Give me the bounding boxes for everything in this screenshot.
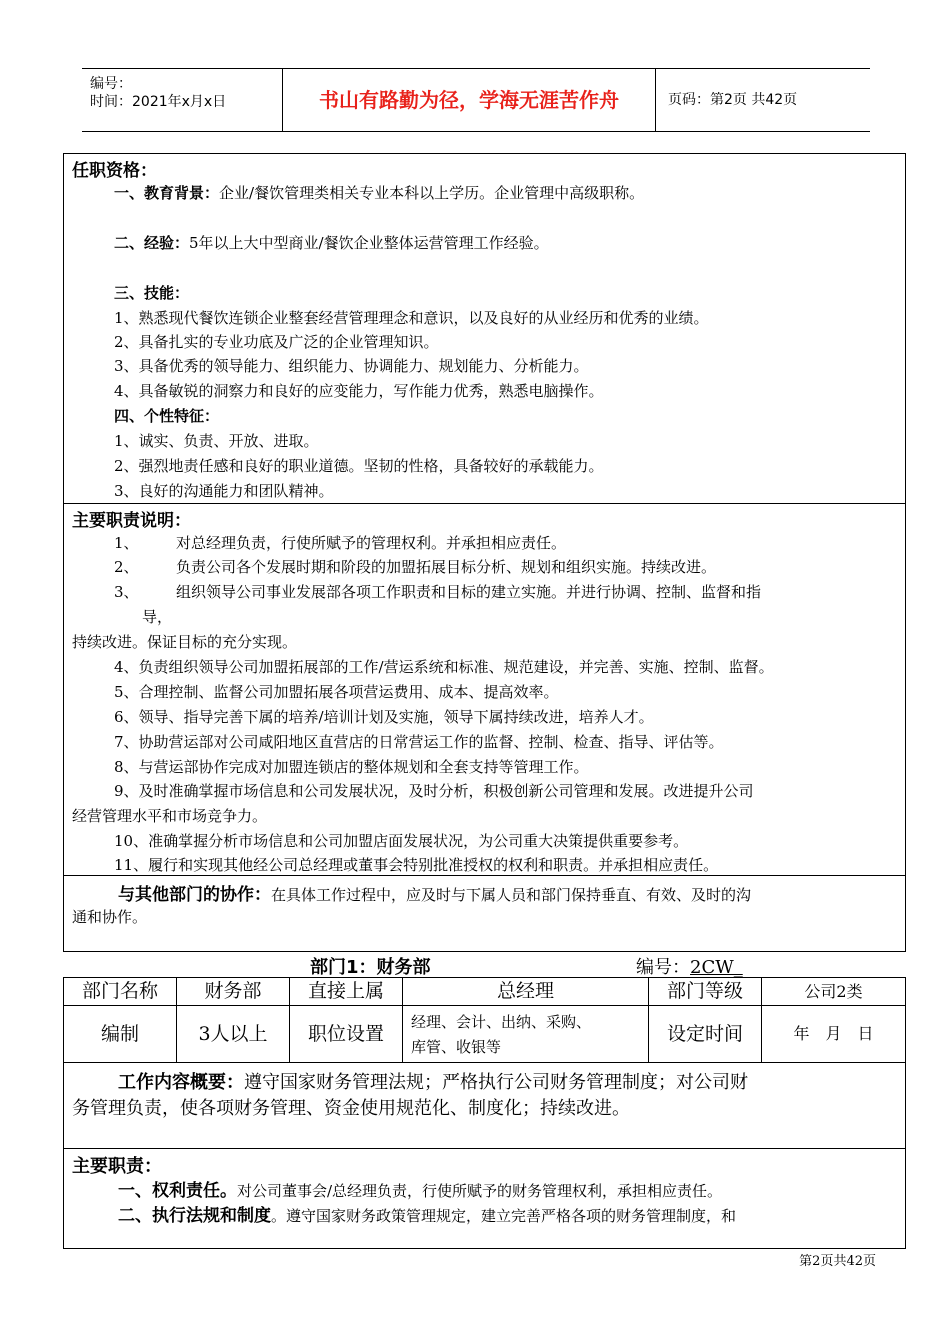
- duties-title: 主要职责说明：: [72, 511, 191, 531]
- duty-item: 组织领导公司事业发展部各项工作职责和目标的建立实施。并进行协调、控制、监督和指: [176, 583, 762, 601]
- summary-line-continued: 务管理负责，使各项财务管理、资金使用规范化、制度化；持续改进。: [72, 1098, 630, 1119]
- summary-line: 工作内容概要：遵守国家财务管理法规；严格执行公司财务管理制度；对公司财: [118, 1072, 748, 1093]
- number-label: 编号：: [90, 76, 132, 92]
- header-motto: 书山有路勤为径，学海无涯苦作舟: [282, 69, 656, 131]
- page-footer: 第2页共42页: [799, 1254, 876, 1269]
- divider: [63, 153, 906, 154]
- skill-item: 2、具备扎实的专业功底及广泛的企业管理知识。: [114, 333, 439, 351]
- dept-info-table: [63, 977, 906, 1063]
- header-meta: [82, 69, 282, 131]
- table-cell: 总经理: [403, 978, 649, 1005]
- experience-line: 二、经验：5年以上大中型商业/餐饮企业整体运营管理工作经验。: [114, 234, 549, 252]
- education-line: 一、教育背景：企业/餐饮管理类相关专业本科以上学历。企业管理中高级职称。: [114, 184, 645, 202]
- duty-item-wrap: 导，: [142, 608, 173, 626]
- duty-item: 11、履行和实现其他经公司总经理或董事会特别批准授权的权利和职责。并承担相应责任。: [114, 856, 719, 874]
- table-cell: 3人以上: [177, 1006, 290, 1062]
- duty-item: 6、领导、指导完善下属的培养/培训计划及实施，领导下属持续改进，培养人才。: [114, 708, 654, 726]
- table-cell: 职位设置: [290, 1006, 403, 1062]
- table-cell: 设定时间: [649, 1006, 762, 1062]
- personality-item: 1、诚实、负责、开放、进取。: [114, 432, 319, 450]
- duty-number: 1、: [114, 534, 139, 552]
- table-cell: 部门名称: [64, 978, 177, 1005]
- personality-item: 3、良好的沟通能力和团队精神。: [114, 482, 334, 500]
- skill-item: 1、熟悉现代餐饮连锁企业整套经营管理理念和意识，以及良好的从业经历和优秀的业绩。: [114, 309, 709, 327]
- dept-title: 部门1：财务部: [310, 957, 431, 978]
- table-cell: 编制: [64, 1006, 177, 1062]
- duty-item: 4、负责组织领导公司加盟拓展部的工作/营运系统和标准、规范建设，并完善、实施、控制、监督。: [114, 658, 774, 676]
- cooperation-line: 与其他部门的协作：在具体工作过程中，应及时与下属人员和部门保持垂直、有效、及时的沟: [118, 885, 752, 905]
- time-label: 时间：2021年x月x日: [90, 94, 227, 110]
- header-page-number: 页码：第2页 共42页: [668, 92, 798, 108]
- duty-item: 8、与营运部协作完成对加盟连锁店的整体规划和全套支持等管理工作。: [114, 758, 589, 776]
- duty-item: 10、准确掌握分析市场信息和公司加盟店面发展状况，为公司重大决策提供重要参考。: [114, 832, 689, 850]
- duty-item: 对总经理负责，行使所赋予的管理权利。并承担相应责任。: [176, 534, 567, 552]
- table-cell: 部门等级: [649, 978, 762, 1005]
- table-cell: 经理、会计、出纳、采购、 库管、收银等: [403, 1006, 649, 1062]
- duty-item-continued: 经营管理水平和市场竞争力。: [72, 807, 268, 825]
- skill-item: 3、具备优秀的领导能力、组织能力、协调能力、规划能力、分析能力。: [114, 357, 589, 375]
- main-duty-item: 二、执行法规和制度。遵守国家财务政策管理规定，建立完善严格各项的财务管理制度，和: [118, 1206, 737, 1226]
- page-header: [82, 68, 870, 132]
- duty-item: 5、合理控制、监督公司加盟拓展各项营运费用、成本、提高效率。: [114, 683, 559, 701]
- personality-heading: 四、个性特征：: [114, 407, 220, 425]
- duty-item: 7、协助营运部对公司咸阳地区直营店的日常营运工作的监督、控制、检查、指导、评估等。: [114, 733, 724, 751]
- divider: [63, 951, 906, 952]
- divider: [63, 1248, 906, 1249]
- qualification-title: 任职资格：: [72, 161, 157, 181]
- main-duty-item: 一、权利责任。对公司董事会/总经理负责，行使所赋予的财务管理权利，承担相应责任。: [118, 1181, 723, 1201]
- duty-number: 3、: [114, 583, 139, 601]
- duty-item: 负责公司各个发展时期和阶段的加盟拓展目标分析、规划和组织实施。持续改进。: [176, 558, 717, 576]
- main-duties-title: 主要职责：: [72, 1156, 162, 1177]
- duty-item: 9、及时准确掌握市场信息和公司发展状况，及时分析，积极创新公司管理和发展。改进提升公司: [114, 782, 754, 800]
- skills-heading: 三、技能：: [114, 284, 190, 302]
- table-cell: 公司2类: [804, 982, 863, 1001]
- duty-item-continued: 持续改进。保证目标的充分实现。: [72, 633, 298, 651]
- personality-item: 2、强烈地责任感和良好的职业道德。坚韧的性格，具备较好的承载能力。: [114, 457, 604, 475]
- table-cell: 直接上属: [290, 978, 403, 1005]
- cooperation-line-continued: 通和协作。: [72, 908, 148, 926]
- dept-code: 编号：2CW_: [636, 957, 743, 978]
- table-cell: 财务部: [177, 978, 290, 1005]
- table-cell: 年 月 日: [793, 1024, 874, 1043]
- skill-item: 4、具备敏锐的洞察力和良好的应变能力，写作能力优秀，熟悉电脑操作。: [114, 382, 604, 400]
- duty-number: 2、: [114, 558, 139, 576]
